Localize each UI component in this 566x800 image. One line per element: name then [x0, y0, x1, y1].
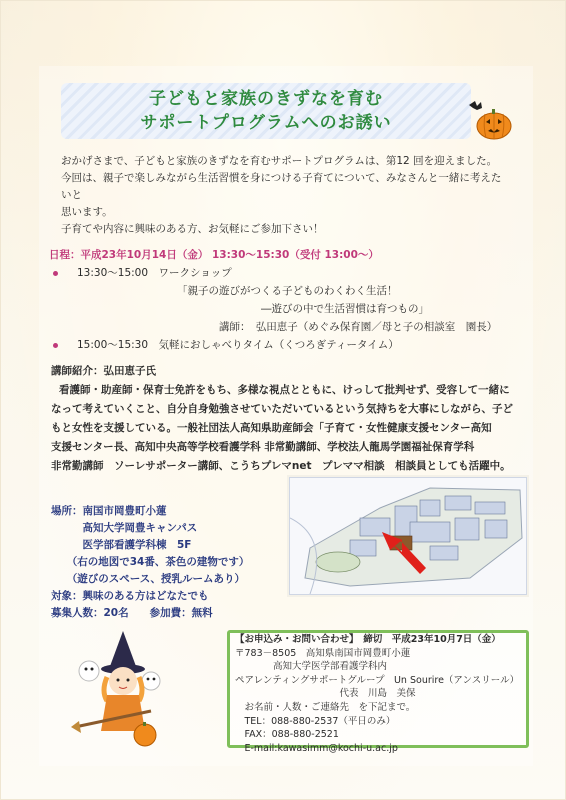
contact-email[interactable]: E-mail:kawasimm@kochi-u.ac.jp	[235, 742, 398, 754]
intro-line: おかげさまで、子どもと家族のきずなを育むサポートプログラムは、第12 回を迎えました。	[61, 155, 498, 167]
lecturer-line: もと女性を支援している。一般社団法人高知県助産師会「子育て・女性健康支援センター高知	[51, 422, 492, 434]
venue-line: 医学部看護学科棟 5F	[51, 539, 192, 551]
venue-line: 高知大学岡豊キャンパス	[51, 522, 198, 534]
venue-line: 対象：興味のある方はどなたでも	[51, 590, 209, 602]
venue-line: 募集人数：20名 参加費：無料	[51, 607, 213, 619]
venue-line: （右の地図で34番、茶色の建物です）	[51, 556, 250, 568]
contact-line: 【お申込み・お問い合わせ】 締切 平成23年10月7日（金）	[235, 634, 501, 645]
contact-line: ペアレンティングサポートグループ Un Sourire（アンスリール）	[235, 674, 520, 686]
bullet-icon	[53, 343, 58, 348]
venue-line: 場所：南国市岡豊町小蓮	[51, 505, 167, 517]
contact-line: 高知大学医学部看護学科内	[235, 661, 388, 673]
bullet-icon	[53, 271, 58, 276]
lecturer-bio	[51, 381, 521, 476]
venue-info	[51, 503, 249, 622]
workshop-time: 13:30～15:00 ワークショップ	[77, 267, 232, 279]
workshop-lecturer: 講師： 弘田恵子（めぐみ保育園／母と子の相談室 園長）	[219, 321, 498, 333]
intro-line: 思います。	[61, 206, 113, 218]
title-line-1: 子どもと家族のきずなを育む	[149, 89, 383, 109]
lecturer-line: 非常勤講師 ソーレサポーター講師、こうちプレマnet プレママ相談 相談員としても活躍中。	[51, 460, 511, 472]
page-title	[61, 87, 471, 135]
pumpkin-bat-icon	[467, 99, 513, 141]
intro-line: 今回は、親子で楽しみながら生活習慣を身につける子育てについて、みなさんと一緒に考えたいと	[61, 172, 502, 201]
contact-line: 〒783－8505 高知県南国市岡豊町小蓮	[235, 647, 411, 659]
intro-line: 子育てや内容に興味のある方、お気軽にご参加下さい！	[61, 223, 324, 235]
title-line-2: サポートプログラムへのお誘い	[140, 113, 392, 133]
tea-time: 15:00～15:30 気軽におしゃべりタイム（くつろぎティータイム）	[77, 339, 399, 351]
lecturer-line: なって考えていくこと、自分自身勉強させていただいているという気持ちを大事にしながら、子ど	[51, 403, 513, 415]
workshop-subtitle: ―遊びの中で生活習慣は育つもの」	[261, 303, 429, 315]
contact-fax: FAX：088-880-2521	[235, 729, 339, 741]
intro-text	[61, 153, 511, 238]
venue-line: （遊びのスペース、授乳ルームあり）	[51, 573, 246, 585]
workshop-title: 「親子の遊びがつくる子どものわくわく生活！	[177, 285, 398, 297]
contact-tel: TEL：088-880-2537（平日のみ）	[235, 715, 396, 727]
contact-line: お名前・人数・ご連絡先 を下記まで。	[235, 701, 416, 713]
event-date: 日程：平成23年10月14日（金） 13:30～15:30（受付 13:00～）	[49, 249, 379, 261]
contact-info	[235, 633, 525, 755]
campus-map	[289, 477, 527, 595]
lecturer-heading: 講師紹介：弘田恵子氏	[51, 365, 156, 377]
lecturer-line: 支援センター長、高知中央高等学校看護学科 非常勤講師、学校法人龍馬学園福祉保育学科	[51, 441, 475, 453]
contact-line: 代表 川島 美保	[235, 688, 416, 700]
witch-illustration	[71, 631, 171, 751]
lecturer-line: 看護師・助産師・保育士免許をもち、多様な視点とともに、けっして批判せず、受容して一緒に	[59, 384, 510, 396]
